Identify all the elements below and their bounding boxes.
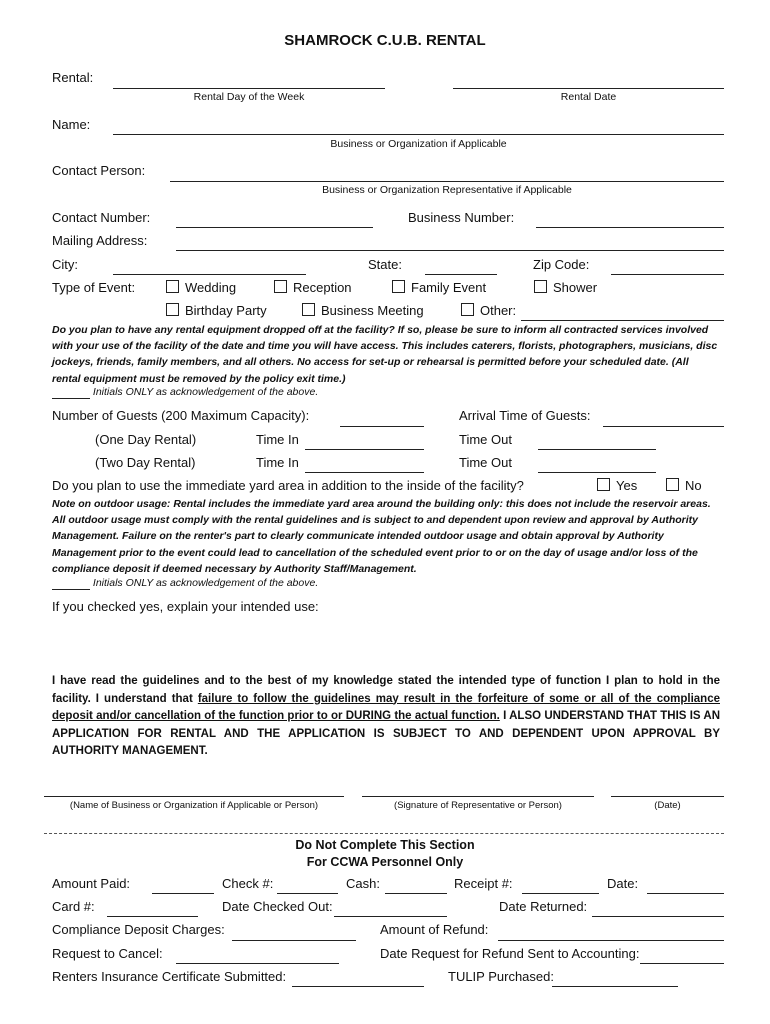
rental-date-field[interactable] xyxy=(453,88,724,89)
amount-refund-label: Amount of Refund: xyxy=(380,922,489,937)
date-signature-line[interactable] xyxy=(611,796,724,797)
yard-question: Do you plan to use the immediate yard area in addition to the inside of the facility? xyxy=(52,478,524,493)
one-day-time-out-field[interactable] xyxy=(538,449,656,450)
shower-checkbox[interactable] xyxy=(534,280,547,293)
arrival-time-field[interactable] xyxy=(603,426,724,427)
option-other[interactable]: Other: xyxy=(461,303,516,318)
insurance-field[interactable] xyxy=(292,986,424,987)
equipment-initials-field[interactable] xyxy=(52,386,90,399)
explain-field[interactable] xyxy=(52,620,724,668)
business-number-field[interactable] xyxy=(536,227,724,228)
signature-line[interactable] xyxy=(362,796,594,797)
compliance-charges-label: Compliance Deposit Charges: xyxy=(52,922,225,937)
request-cancel-label: Request to Cancel: xyxy=(52,946,163,961)
equipment-note: Do you plan to have any rental equipment dropped off at the facility? If so, please be sure to inform all contracted services involved with your use of the facility of the date and time you will have access. This includes caterers, florists, photographers, musicians, disc jockeys, friends, family members, and all others. No access for set-up or rehearsal is permitted before your scheduled date. (All rental equipment must be removed by the policy exit time.) xyxy=(52,324,718,385)
compliance-charges-field[interactable] xyxy=(232,940,356,941)
office-date-field[interactable] xyxy=(647,893,724,894)
tulip-field[interactable] xyxy=(552,986,678,987)
two-day-time-in-field[interactable] xyxy=(305,472,424,473)
insurance-label: Renters Insurance Certificate Submitted: xyxy=(52,969,287,984)
section-divider xyxy=(44,833,724,834)
guest-count-field[interactable] xyxy=(340,426,424,427)
card-field[interactable] xyxy=(107,916,198,917)
date-returned-label: Date Returned: xyxy=(499,899,588,914)
amount-paid-label: Amount Paid: xyxy=(52,876,131,891)
option-birthday-party[interactable]: Birthday Party xyxy=(166,303,267,318)
name-field[interactable] xyxy=(113,134,724,135)
reception-checkbox[interactable] xyxy=(274,280,287,293)
state-field[interactable] xyxy=(425,274,497,275)
date-returned-field[interactable] xyxy=(592,916,724,917)
check-label: Check #: xyxy=(222,876,274,891)
zip-label: Zip Code: xyxy=(533,257,590,272)
amount-paid-field[interactable] xyxy=(152,893,214,894)
receipt-label: Receipt #: xyxy=(454,876,513,891)
arrival-time-label: Arrival Time of Guests: xyxy=(459,408,591,423)
mailing-address-label: Mailing Address: xyxy=(52,233,148,248)
state-label: State: xyxy=(368,257,402,272)
name-caption: Business or Organization if Applicable xyxy=(330,138,507,150)
rental-label: Rental: xyxy=(52,70,94,85)
two-day-time-out-label: Time Out xyxy=(459,455,512,470)
outdoor-initials-field[interactable] xyxy=(52,577,90,590)
office-date-label: Date: xyxy=(607,876,639,891)
office-heading-1: Do Not Complete This Section xyxy=(295,838,475,852)
form-title: SHAMROCK C.U.B. RENTAL xyxy=(284,32,486,49)
office-heading-2: For CCWA Personnel Only xyxy=(306,855,464,869)
name-signature-caption: (Name of Business or Organization if Applicable or Person) xyxy=(69,800,319,811)
check-field[interactable] xyxy=(277,893,338,894)
yard-no-option[interactable]: No xyxy=(666,478,702,493)
request-cancel-field[interactable] xyxy=(176,963,339,964)
city-label: City: xyxy=(52,257,78,272)
other-field[interactable] xyxy=(521,320,724,321)
declaration-text: I have read the guidelines and to the best of my knowledge stated the intended type of function I plan to hold in the facility. I understand that failure to follow the guidelines may result in the forfeiture of some or all of the compliance deposit and/or cancellation of the function prior to or DURING the actual function. I ALSO UNDERSTAND THAT THIS IS AN APPLICATION FOR RENTAL AND THE APPLICATION IS SUBJECT TO AND DEPENDENT UPON APPROVAL BY AUTHORITY MANAGEMENT. xyxy=(52,675,720,757)
yard-no-checkbox[interactable] xyxy=(666,478,679,491)
cash-field[interactable] xyxy=(385,893,447,894)
one-day-time-in-label: Time In xyxy=(256,432,299,447)
outdoor-ack: Initials ONLY as acknowledgement of the above. xyxy=(52,577,318,590)
rental-day-field[interactable] xyxy=(113,88,385,89)
two-day-time-out-field[interactable] xyxy=(538,472,656,473)
event-type-label: Type of Event: xyxy=(52,280,136,295)
two-day-time-in-label: Time In xyxy=(256,455,299,470)
date-checked-out-label: Date Checked Out: xyxy=(222,899,333,914)
receipt-field[interactable] xyxy=(522,893,599,894)
contact-number-field[interactable] xyxy=(176,227,373,228)
guest-count-label: Number of Guests (200 Maximum Capacity): xyxy=(52,408,310,423)
mailing-address-field[interactable] xyxy=(176,250,724,251)
option-reception[interactable]: Reception xyxy=(274,280,352,295)
signature-caption: (Signature of Representative or Person) xyxy=(394,800,562,811)
refund-request-date-label: Date Request for Refund Sent to Accounting: xyxy=(380,946,640,961)
option-wedding[interactable]: Wedding xyxy=(166,280,236,295)
contact-person-field[interactable] xyxy=(170,181,724,182)
option-shower[interactable]: Shower xyxy=(534,280,597,295)
family-event-checkbox[interactable] xyxy=(392,280,405,293)
two-day-label: (Two Day Rental) xyxy=(95,455,196,470)
equipment-ack: Initials ONLY as acknowledgement of the above. xyxy=(52,386,318,399)
wedding-checkbox[interactable] xyxy=(166,280,179,293)
contact-person-caption: Business or Organization Representative if Applicable xyxy=(322,184,572,196)
zip-field[interactable] xyxy=(611,274,724,275)
refund-request-date-field[interactable] xyxy=(640,963,724,964)
declaration-underlined: failure to follow the guidelines may result in the forfeiture of some or all of the compliance deposit and/or cancellation of the function prior to or DURING the actual function. xyxy=(52,692,720,722)
option-family-event[interactable]: Family Event xyxy=(392,280,486,295)
one-day-time-in-field[interactable] xyxy=(305,449,424,450)
card-label: Card #: xyxy=(52,899,95,914)
outdoor-note: Note on outdoor usage: Rental includes the immediate yard area around the building only: this does not include the reservoir areas. All outdoor usage must comply with the rental guidelines and is subject to and dependent upon review and approval by Authority Management. Failure on the renter's part to clearly communicate intended outdoor usage and obtain approval by Authority Management prior to the event could lead to cancellation of the scheduled event prior to or on the day of usage and/or loss of the compliance deposit if deemed necessary by Authority Staff/Management. xyxy=(52,498,711,575)
one-day-label: (One Day Rental) xyxy=(95,432,197,447)
rental-date-caption: Rental Date xyxy=(560,91,617,103)
business-number-label: Business Number: xyxy=(408,210,515,225)
rental-day-caption: Rental Day of the Week xyxy=(193,91,305,103)
city-field[interactable] xyxy=(113,274,306,275)
name-label: Name: xyxy=(52,117,91,132)
date-checked-out-field[interactable] xyxy=(334,916,447,917)
contact-person-label: Contact Person: xyxy=(52,163,146,178)
amount-refund-field[interactable] xyxy=(498,940,724,941)
other-checkbox[interactable] xyxy=(461,303,474,316)
date-signature-caption: (Date) xyxy=(654,800,681,811)
name-signature-line[interactable] xyxy=(44,796,344,797)
contact-number-label: Contact Number: xyxy=(52,210,151,225)
explain-label: If you checked yes, explain your intended use: xyxy=(52,599,319,614)
one-day-time-out-label: Time Out xyxy=(459,432,512,447)
option-business-meeting[interactable]: Business Meeting xyxy=(302,303,424,318)
yard-yes-option[interactable]: Yes xyxy=(597,478,637,493)
business-meeting-checkbox[interactable] xyxy=(302,303,315,316)
yard-yes-checkbox[interactable] xyxy=(597,478,610,491)
cash-label: Cash: xyxy=(346,876,380,891)
birthday-party-checkbox[interactable] xyxy=(166,303,179,316)
tulip-label: TULIP Purchased: xyxy=(448,969,554,984)
